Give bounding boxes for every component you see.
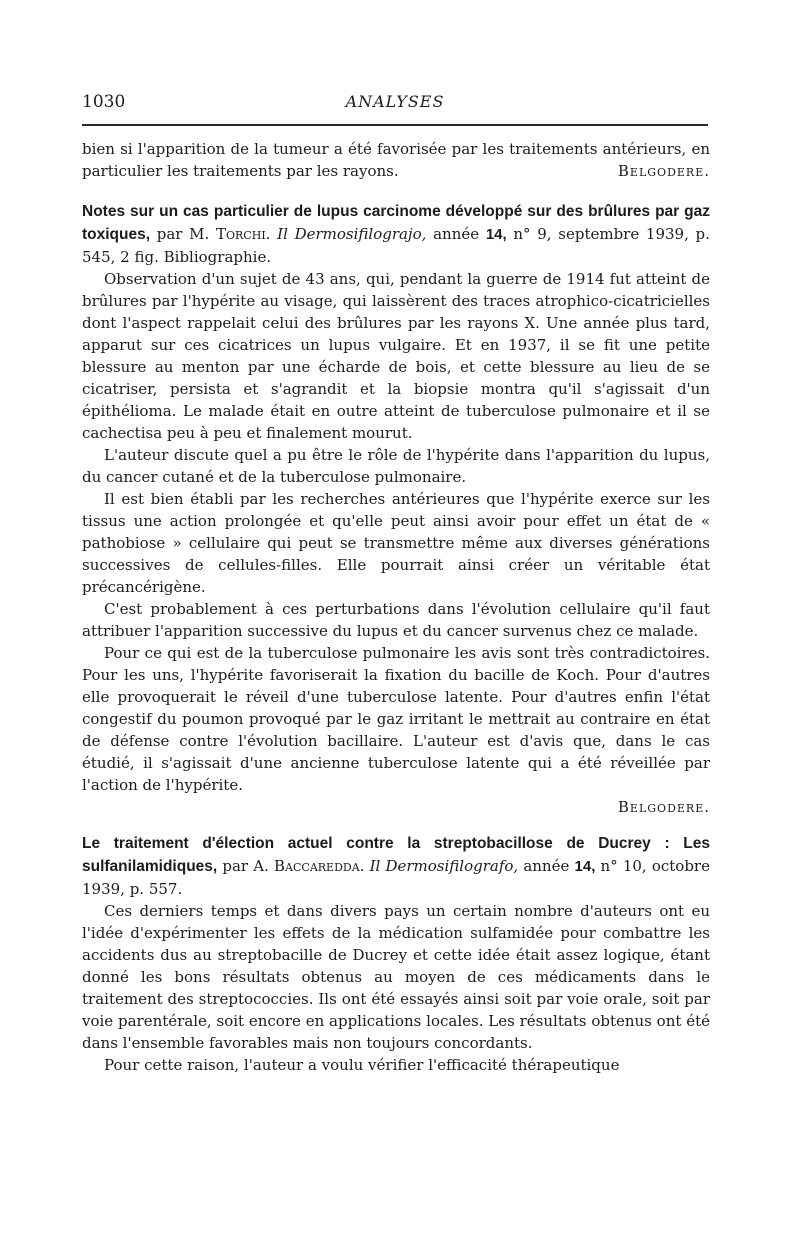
article-1-author: Torchi.	[216, 225, 271, 243]
article-2-author: Baccaredda.	[274, 857, 365, 875]
article-1-journal: Il Dermosifilograjo,	[277, 225, 427, 243]
article-1-details: n° 9, septembre 1939, p. 545, 2 fig. Bibliographie.	[82, 225, 710, 266]
page-number: 1030	[82, 92, 126, 112]
prev-article-text: bien si l'apparition de la tumeur a été favorisée par les traitements antérieurs, en particulier les traitements par les rayons.	[82, 140, 710, 180]
article-1-paragraph: C'est probablement à ces perturbations dans l'évolution cellulaire qu'il faut attribuer l'apparition successive du lupus et du cancer survenus chez ce malade.	[82, 600, 710, 640]
article-1-year: 14,	[485, 226, 507, 243]
running-title: ANALYSES	[345, 92, 445, 111]
header-rule	[82, 124, 708, 126]
article-2-annee: année	[523, 857, 570, 875]
article-2-paragraph: Ces derniers temps et dans divers pays un certain nombre d'auteurs ont eu l'idée d'expérimenter les effets de la médication sulfamidée pour combattre les accidents dus au streptobacille de Ducrey et cette idée était assez logique, étant donné les bons résultats obtenus au moyen de ces médicaments dans le traitement des streptococcies. Ils ont été essayés ainsi soit par voie orale, soit par voie parentérale, soit encore en applications locales. Les résultats obtenus ont été dans l'ensemble favorables mais non toujours concordants.	[82, 902, 710, 1052]
article-2-citation	[82, 832, 710, 900]
article-2-title: Le traitement d'élection actuel contre la streptobacillose de Ducrey : Les sulfanilamidiques,	[82, 835, 710, 875]
prev-article-end	[82, 138, 710, 182]
article-1-by: par M.	[156, 225, 210, 243]
article-2-year: 14,	[574, 858, 596, 875]
article-2-by: par A.	[222, 857, 269, 875]
article-1-paragraph: Il est bien établi par les recherches antérieures que l'hypérite exerce sur les tissus une action prolongée et qu'elle peut ainsi avoir pour effet un état de « pathobiose » cellulaire qui peut se transmettre même aux diverses générations successives de cellules-filles. Elle pourrait ainsi créer un véritable état précancérigène.	[82, 490, 710, 596]
article-2	[82, 832, 710, 1076]
article-2-journal: Il Dermosifilografo,	[369, 857, 519, 875]
article-1-signature: Belgodere.	[617, 798, 710, 816]
article-1-paragraph: L'auteur discute quel a pu être le rôle de l'hypérite dans l'apparition du lupus, du cancer cutané et de la tuberculose pulmonaire.	[82, 446, 710, 486]
article-1-paragraph: Observation d'un sujet de 43 ans, qui, pendant la guerre de 1914 fut atteint de brûlures par l'hypérite au visage, qui laissèrent des traces atrophico-cicatricielles dont l'aspect rappelait celui des brûlures par les rayons X. Une année plus tard, apparut sur ces cicatrices un lupus vulgaire. Et en 1937, il se fit une petite blessure au menton par une écharde de bois, et cette blessure au lieu de se cicatriser, persista et s'agrandit et la biopsie montra qu'il s'agissait d'un épithélioma. Le malade était en outre atteint de tuberculose pulmonaire et il se cachectisa peu à peu et finalement mourut.	[82, 270, 710, 442]
article-2-details: n° 10, octobre 1939, p. 557.	[82, 857, 710, 898]
article-1-title: Notes sur un cas particulier de lupus carcinome développé sur des brûlures par gaz toxiques,	[82, 203, 710, 243]
article-1	[82, 200, 710, 818]
page-content	[82, 138, 710, 1076]
prev-article-signature: Belgodere.	[617, 162, 710, 180]
article-1-paragraph: Pour ce qui est de la tuberculose pulmonaire les avis sont très contradictoires. Pour les uns, l'hypérite favoriserait la fixation du bacille de Koch. Pour d'autres elle provoquerait le réveil d'une tuberculose latente. Pour d'autres enfin l'état congestif du poumon provoqué par le gaz irritant le mettrait au contraire en état de défense contre l'évolution bacillaire. L'auteur est d'avis que, dans le cas étudié, il s'agissait d'une ancienne tuberculose latente qui a été réveillée par l'action de l'hypérite.	[82, 644, 710, 794]
article-1-annee: année	[433, 225, 480, 243]
article-2-paragraph: Pour cette raison, l'auteur a voulu vérifier l'efficacité thérapeutique	[104, 1056, 620, 1074]
article-1-citation	[82, 200, 710, 268]
page-header	[82, 92, 708, 116]
